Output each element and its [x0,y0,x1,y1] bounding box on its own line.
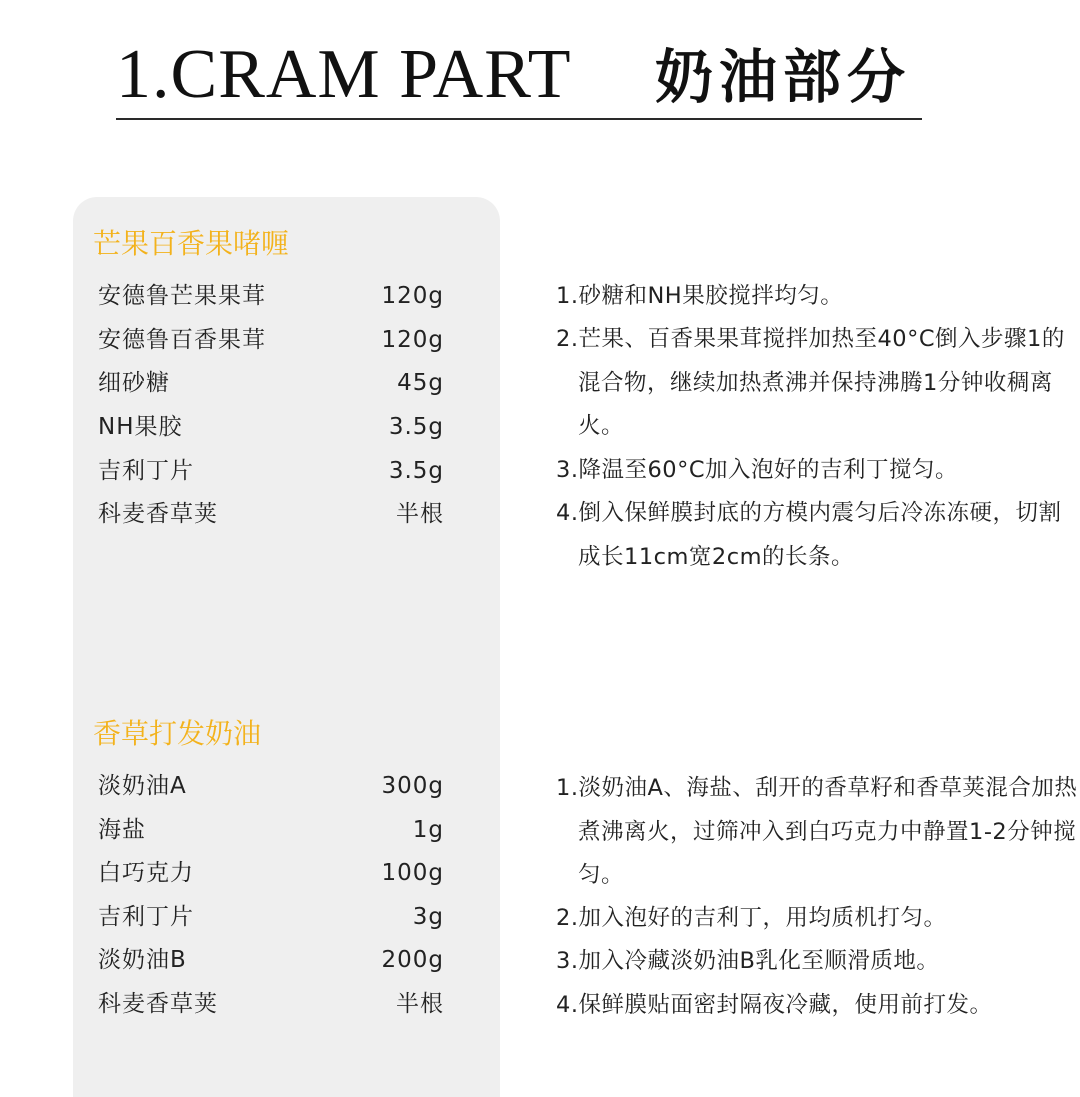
ingredient-qty: 120g [381,327,444,353]
ingredient-name: 吉利丁片 [98,458,194,484]
method-step: 4.倒入保鲜膜封底的方模内震匀后冷冻冻硬，切割成长11cm宽2cm的长条。 [556,500,1062,570]
ingredient-row [98,451,444,491]
ingredient-row [98,766,444,806]
ingredient-name: 安德鲁芒果果茸 [98,283,266,309]
ingredient-name: 吉利丁片 [98,904,194,930]
ingredient-qty: 1g [412,817,444,843]
ingredient-row [98,363,444,403]
ingredient-row [98,494,444,534]
ingredient-qty: 120g [381,283,444,309]
ingredient-name: NH果胶 [98,414,183,440]
ingredient-row [98,940,444,980]
ingredient-qty: 300g [381,773,444,799]
page-title-en: 1.CRAM PART [116,36,572,113]
method-step: 4.保鲜膜贴面密封隔夜冷藏，使用前打发。 [556,992,993,1018]
ingredient-name: 安德鲁百香果茸 [98,327,266,353]
ingredient-name: 白巧克力 [98,860,194,886]
ingredient-name: 科麦香草荚 [98,991,218,1017]
method-step: 2.芒果、百香果果茸搅拌加热至40°C倒入步骤1的混合物，继续加热煮沸并保持沸腾1分钟收稠离火。 [556,326,1065,439]
ingredient-row [98,853,444,893]
ingredient-row [98,810,444,850]
method-step: 1.砂糖和NH果胶搅拌均匀。 [556,283,844,309]
ingredient-qty: 半根 [396,991,444,1017]
ingredient-qty: 半根 [396,501,444,527]
ingredient-row [98,320,444,360]
ingredient-name: 淡奶油B [98,947,187,973]
ingredient-qty: 3g [412,904,444,930]
ingredient-qty: 100g [381,860,444,886]
ingredient-row [98,407,444,447]
ingredient-qty: 45g [397,370,444,396]
ingredient-qty: 200g [381,947,444,973]
page-title-cn: 奶油部分 [655,43,912,111]
section-title: 芒果百香果啫喱 [93,227,290,260]
method-step: 3.加入冷藏淡奶油B乳化至顺滑质地。 [556,948,940,974]
ingredient-row [98,897,444,937]
method-step: 2.加入泡好的吉利丁，用均质机打匀。 [556,905,947,931]
ingredient-qty: 3.5g [388,414,444,440]
method-step: 3.降温至60°C加入泡好的吉利丁搅匀。 [556,457,959,483]
header-divider [116,118,922,120]
method-step: 1.淡奶油A、海盐、刮开的香草籽和香草荚混合加热煮沸离火，过筛冲入到白巧克力中静置1-2分钟搅匀。 [556,775,1078,888]
ingredient-name: 细砂糖 [98,370,170,396]
ingredient-row [98,984,444,1024]
ingredient-name: 淡奶油A [98,773,187,799]
ingredient-name: 海盐 [98,817,146,843]
section-title: 香草打发奶油 [93,717,262,750]
ingredient-name: 科麦香草荚 [98,501,218,527]
ingredient-row [98,276,444,316]
ingredient-qty: 3.5g [388,458,444,484]
